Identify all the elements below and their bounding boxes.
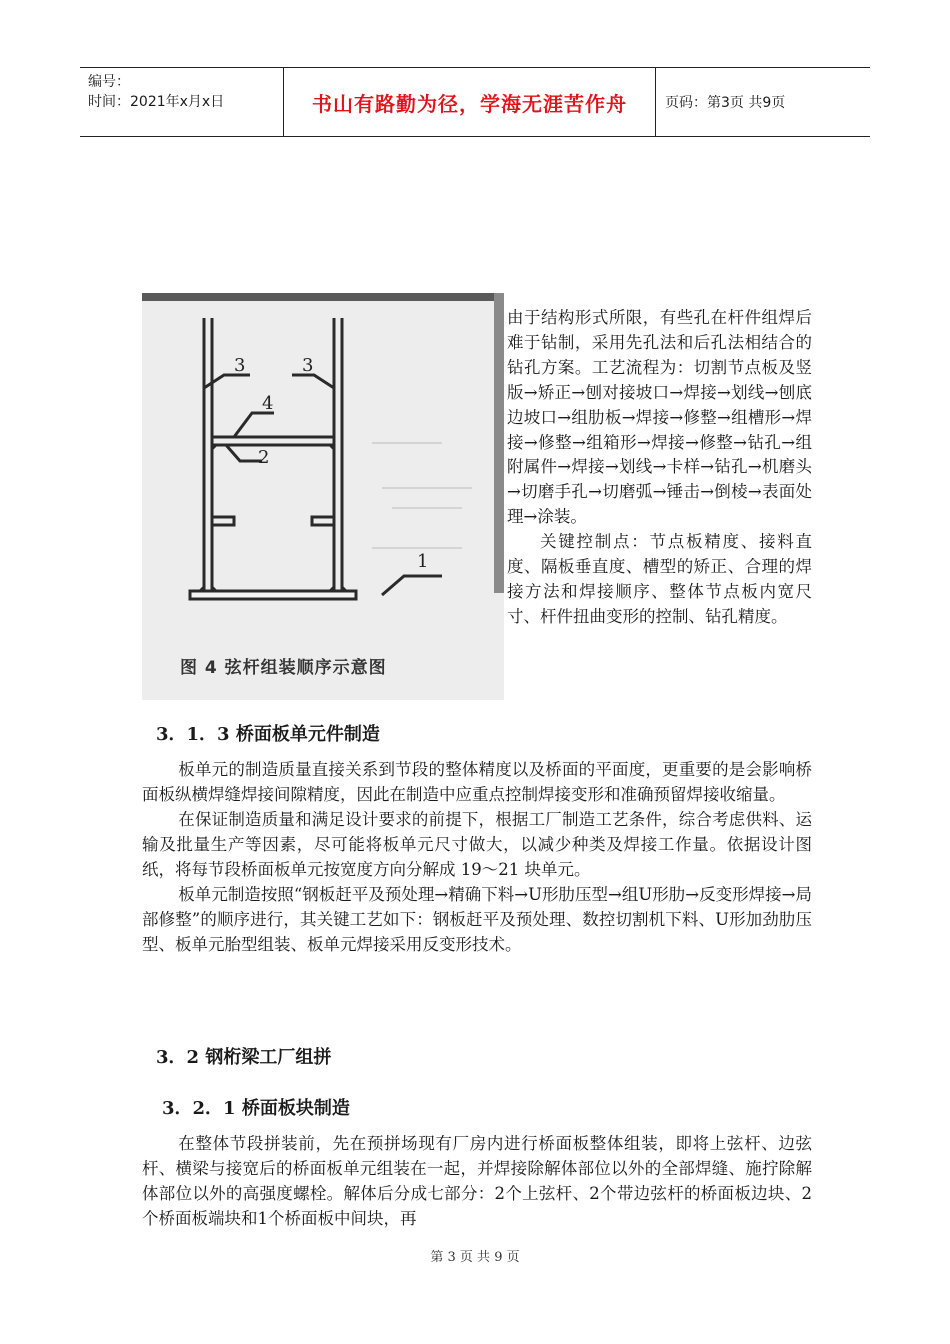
section-3-2-1-title: 3．2．1 桥面板块制造 bbox=[162, 1098, 350, 1119]
figure-label-3-right: 3 bbox=[302, 355, 314, 376]
section-3-1-3 bbox=[142, 720, 812, 746]
header-page-cell bbox=[656, 68, 870, 136]
figure-label-1: 1 bbox=[417, 551, 429, 572]
motto-text: 书山有路勤为径，学海无涯苦作舟 bbox=[312, 91, 627, 116]
page-footer: 第 3 页 共 9 页 bbox=[430, 1250, 520, 1265]
paragraph: 板单元制造按照“钢板赶平及预处理→精确下料→U形肋压型→组U形肋→反变形焊接→局部修整”的顺序进行，其关键工艺如下：钢板赶平及预处理、数控切割机下料、U形加劲肋压型、板单元胎型组装、板单元焊接采用反变形技术。 bbox=[142, 885, 812, 954]
wrapped-text-block bbox=[507, 306, 812, 630]
section-3-2-1-body bbox=[142, 1131, 812, 1231]
date-label: 时间：2021年x月x日 bbox=[88, 94, 225, 110]
figure-label-4: 4 bbox=[262, 393, 274, 414]
chord-diagram bbox=[142, 293, 504, 700]
process-paragraph: 由于结构形式所限，有些孔在杆件组焊后难于钻制，采用先孔法和后孔法相结合的钻孔方案。工艺流程为：切割节点板及竖版→矫正→刨对接坡口→焊接→划线→刨底边坡口→组肋板→焊接→修整→组槽形→焊接→修整→组箱形→焊接→修整→钻孔→组附属件→焊接→划线→卡样→钻孔→机磨头→切磨手孔→切磨弧→锤击→倒棱→表面处理→涂装。 bbox=[507, 308, 812, 527]
figure-label-3-left: 3 bbox=[234, 355, 246, 376]
header-motto-cell bbox=[283, 68, 656, 136]
section-3-1-3-body bbox=[142, 757, 812, 957]
key-control-paragraph: 关键控制点：节点板精度、接料直度、隔板垂直度、槽型的矫正、合理的焊接方法和焊接顺序、整体节点板内宽尺寸、杆件扭曲变形的控制、钻孔精度。 bbox=[507, 532, 812, 626]
figure-caption: 图 4 弦杆组装顺序示意图 bbox=[180, 658, 387, 678]
figure-label-2: 2 bbox=[258, 447, 270, 468]
section-3-2-title: 3．2 钢桁梁工厂组拼 bbox=[156, 1047, 332, 1068]
number-label: 编号： bbox=[88, 74, 130, 90]
figure-chord-assembly bbox=[142, 293, 504, 700]
paragraph: 板单元的制造质量直接关系到节段的整体精度以及桥面的平面度，更重要的是会影响桥面板纵横焊缝焊接间隙精度，因此在制造中应重点控制焊接变形和准确预留焊接收缩量。 bbox=[142, 760, 812, 804]
section-3-1-3-title: 3．1．3 桥面板单元件制造 bbox=[156, 724, 380, 745]
header-left-cell bbox=[80, 68, 283, 136]
section-3-2-1 bbox=[142, 1094, 812, 1120]
page-info: 页码：第3页 共9页 bbox=[665, 95, 786, 111]
paragraph: 在整体节段拼装前，先在预拼场现有厂房内进行桥面板整体组装，即将上弦杆、边弦杆、横梁与接宽后的桥面板单元组装在一起，并焊接除解体部位以外的全部焊缝、施拧除解体部位以外的高强度螺栓。解体后分成七部分：2个上弦杆、2个带边弦杆的桥面板边块、2个桥面板端块和1个桥面板中间块，再 bbox=[142, 1134, 812, 1228]
paragraph: 在保证制造质量和满足设计要求的前提下，根据工厂制造工艺条件，综合考虑供料、运输及批量生产等因素，尽可能将板单元尺寸做大，以减少种类及焊接工作量。依据设计图纸，将每节段桥面板单元按宽度方向分解成 19～21 块单元。 bbox=[142, 810, 812, 879]
section-3-2 bbox=[142, 1043, 812, 1069]
header-table bbox=[80, 67, 870, 137]
